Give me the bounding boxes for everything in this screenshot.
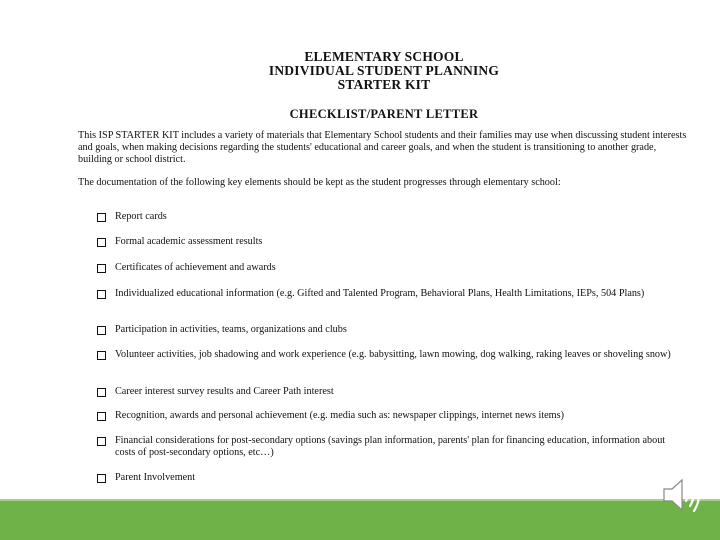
checklist-item-label: Certificates of achievement and awards — [115, 262, 276, 273]
document-subheading: CHECKLIST/PARENT LETTER — [289, 107, 479, 121]
checkbox-icon — [97, 326, 106, 335]
checkbox-icon — [97, 388, 106, 397]
checkbox-icon — [97, 474, 106, 483]
heading-line-1: ELEMENTARY SCHOOL — [304, 49, 464, 64]
checklist-item-label: Volunteer activities, job shadowing and work experience (e.g. babysitting, lawn mowing, dog walking, raking leaves or shoveling snow) — [115, 349, 671, 360]
intro-paragraph: This ISP STARTER KIT includes a variety of materials that Elementary School students and their families may use when discussing student interests and goals, when making decisions regarding the students' educational and career goals, and when the student is transitioning to another grade, building or school district. — [78, 130, 687, 165]
checkbox-icon — [97, 290, 106, 299]
checklist-item — [97, 324, 685, 336]
checklist-item — [97, 262, 685, 274]
checkbox-icon — [97, 238, 106, 247]
checklist-item-label: Participation in activities, teams, organizations and clubs — [115, 324, 347, 335]
checklist-item-label: Report cards — [115, 211, 167, 222]
document-heading — [78, 50, 690, 92]
checklist-item-label: Formal academic assessment results — [115, 236, 263, 247]
document — [78, 50, 690, 189]
checklist-item-label: Parent Involvement — [115, 472, 196, 483]
checklist-item — [97, 349, 685, 361]
checklist-item — [97, 236, 685, 248]
checklist-item — [97, 211, 685, 223]
checkbox-icon — [97, 213, 106, 222]
heading-line-2: INDIVIDUAL STUDENT PLANNING — [268, 63, 500, 78]
lead-paragraph: The documentation of the following key elements should be kept as the student progresses through elementary school: — [78, 177, 561, 188]
checklist-item — [97, 288, 685, 300]
checklist-item — [97, 410, 685, 422]
checklist-item-label: Career interest survey results and Career Path interest — [115, 386, 334, 397]
checklist-item-label: Recognition, awards and personal achievement (e.g. media such as: newspaper clippings, internet news items) — [115, 410, 564, 421]
checkbox-icon — [97, 412, 106, 421]
speaker-icon[interactable] — [656, 470, 706, 520]
checkbox-icon — [97, 437, 106, 446]
checkbox-icon — [97, 351, 106, 360]
checkbox-icon — [97, 264, 106, 273]
checklist-item-label: Individualized educational information (e.g. Gifted and Talented Program, Behavioral Plans, Health Limitations, IEPs, 504 Plans) — [115, 288, 645, 299]
footer-bar — [0, 501, 720, 540]
checklist-item — [97, 386, 685, 398]
checklist-item — [97, 435, 685, 459]
checklist-item — [97, 472, 685, 484]
heading-line-3: STARTER KIT — [337, 77, 431, 92]
checklist-item-label: Financial considerations for post-secondary options (savings plan information, parents' plan for financing education, information about costs of post-secondary options, etc…) — [115, 435, 666, 458]
